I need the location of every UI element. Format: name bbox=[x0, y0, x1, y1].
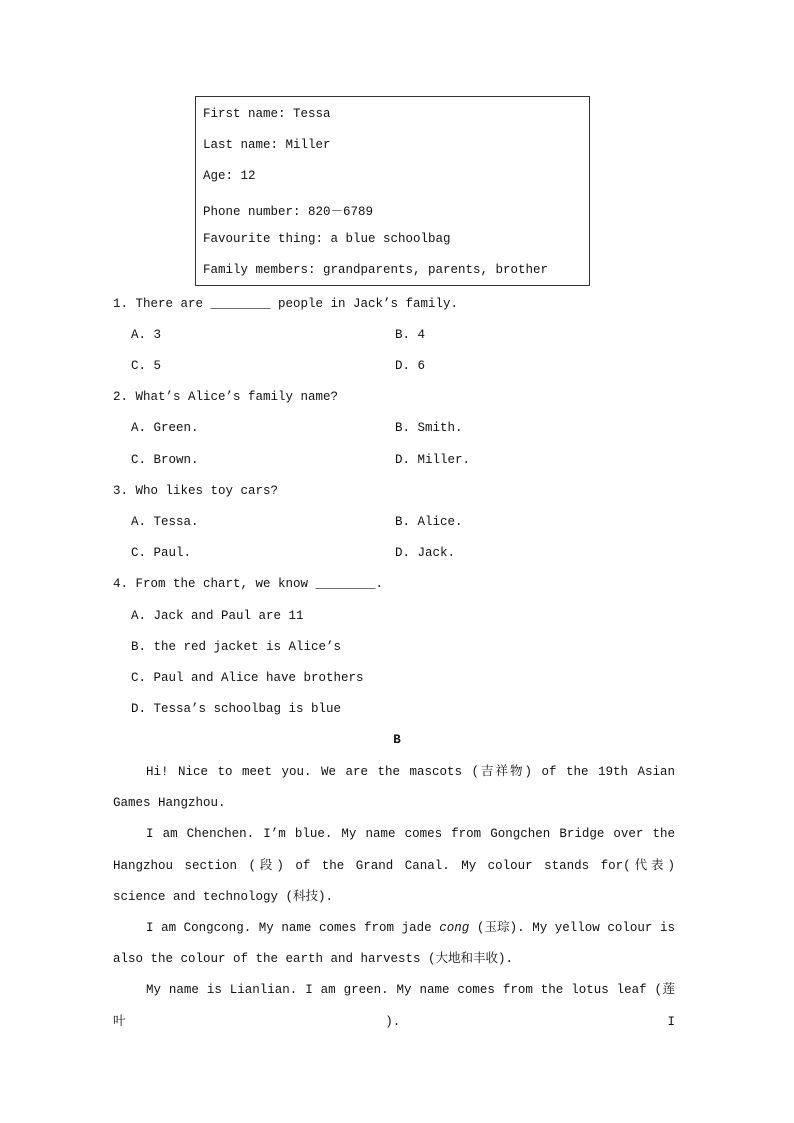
option-c: C. Paul and Alice have brothers bbox=[131, 671, 364, 685]
option-b: B. Alice. bbox=[395, 515, 463, 529]
card-first-name: First name: Tessa bbox=[203, 107, 331, 121]
paragraph-3-italic-word: cong bbox=[439, 921, 470, 936]
option-c: C. Paul. bbox=[131, 546, 192, 560]
option-a: A. Jack and Paul are 11 bbox=[131, 609, 304, 623]
option-c: C. 5 bbox=[131, 359, 162, 373]
paragraph-1: Hi! Nice to meet you. We are the mascots (吉祥物) of the 19th Asian Games Hangzhou. bbox=[113, 765, 675, 811]
option-b: B. 4 bbox=[395, 328, 426, 342]
paragraph-3-text-a: I am Congcong. My name comes from jade bbox=[146, 921, 440, 936]
question-stem: 1. There are ________ people in Jack’s family. bbox=[113, 297, 459, 311]
info-card bbox=[195, 96, 590, 286]
option-a: A. 3 bbox=[131, 328, 162, 342]
paragraph-4: My name is Lianlian. I am green. My name comes from the lotus leaf (莲叶). I bbox=[113, 983, 675, 1029]
section-heading: B bbox=[393, 733, 401, 747]
card-family: Family members: grandparents, parents, brother bbox=[203, 263, 549, 277]
option-d: D. Jack. bbox=[395, 546, 456, 560]
card-phone: Phone number: 820－6789 bbox=[203, 205, 374, 219]
card-age: Age: 12 bbox=[203, 169, 256, 183]
question-stem: 2. What’s Alice’s family name? bbox=[113, 390, 339, 404]
paragraph-2: I am Chenchen. I’m blue. My name comes from Gongchen Bridge over the Hangzhou section (段) of the Grand Canal. My colour stands for(代表) science and technology (科技). bbox=[113, 827, 675, 904]
card-favourite: Favourite thing: a blue schoolbag bbox=[203, 232, 451, 246]
option-d: D. Tessa’s schoolbag is blue bbox=[131, 702, 342, 716]
question-stem: 3. Who likes toy cars? bbox=[113, 484, 279, 498]
option-b: B. Smith. bbox=[395, 421, 463, 435]
option-d: D. Miller. bbox=[395, 453, 471, 467]
option-c: C. Brown. bbox=[131, 453, 199, 467]
option-d: D. 6 bbox=[395, 359, 426, 373]
option-a: A. Green. bbox=[131, 421, 199, 435]
card-last-name: Last name: Miller bbox=[203, 138, 331, 152]
paragraph-3-text-b: (玉琮). My yellow colour is also the colour of the earth and harvests (大地和丰收). bbox=[113, 921, 675, 967]
paragraph-3 bbox=[113, 913, 675, 975]
option-a: A. Tessa. bbox=[131, 515, 199, 529]
question-stem: 4. From the chart, we know ________. bbox=[113, 577, 384, 591]
option-b: B. the red jacket is Alice’s bbox=[131, 640, 342, 654]
passage bbox=[113, 757, 675, 1038]
